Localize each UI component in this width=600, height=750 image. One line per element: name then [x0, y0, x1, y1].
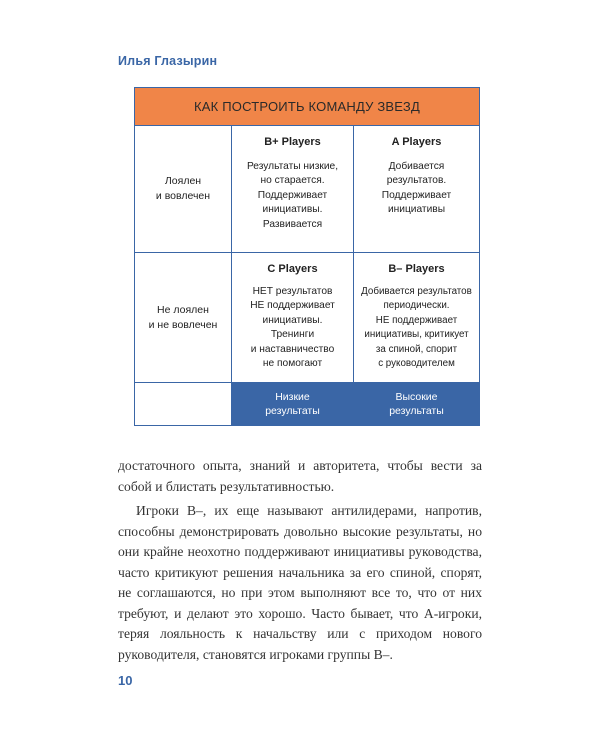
row-label-not-loyal: Не лоялен и не вовлечен	[148, 303, 218, 331]
paragraph: Игроки B–, их еще называют антилидерами, напротив, способны демонстрировать довольно высокие результаты, но они крайне неохотно поддерживают инициативы руководства, часто критикуют решения начальника за его спиной, спорят, не соглашаются, но при этом выполняют все то, что от них требуют, и делают это хорошо. Часто бывает, что A-игроки, теряя лояльность к начальству или с приходом нового руководителя, становятся игроками группы B–.	[118, 503, 482, 662]
footer-low-results: Низкие результаты	[232, 382, 353, 425]
quadrant-heading: B– Players	[388, 263, 445, 275]
footer-high-results: Высокие результаты	[354, 382, 479, 425]
body-text	[118, 456, 482, 665]
quadrant-heading: B+ Players	[264, 136, 321, 148]
quadrant-heading: A Players	[391, 136, 442, 148]
quadrant-description: Результаты низкие, но старается. Поддерживает инициативы. Развивается	[246, 161, 339, 230]
row-label-loyal: Лоялен и вовлечен	[155, 175, 211, 202]
quadrant-heading: C Players	[267, 263, 318, 275]
quadrant-b-minus	[354, 253, 479, 382]
running-header-author: Илья Глазырин	[118, 54, 218, 68]
page-number: 10	[118, 673, 133, 688]
figure-title: КАК ПОСТРОИТЬ КОМАНДУ ЗВЕЗД	[135, 88, 479, 126]
quadrant-a	[354, 126, 479, 252]
quadrant-description: НЕТ результатов НЕ поддерживает инициативы. Тренинги и наставничество не помогают	[250, 286, 335, 370]
quadrant-description: Добивается результатов периодически. НЕ поддерживает инициативы, критикует за спиной, спорит с руководителем	[361, 286, 472, 370]
quadrant-c	[232, 253, 353, 382]
quadrant-description: Добивается результатов. Поддерживает инициативы	[381, 161, 452, 216]
quadrant-b-plus	[232, 126, 353, 252]
paragraph: достаточного опыта, знаний и авторитета, чтобы вести за собой и блистать результативностью.	[118, 458, 482, 494]
team-matrix-figure	[134, 87, 480, 426]
